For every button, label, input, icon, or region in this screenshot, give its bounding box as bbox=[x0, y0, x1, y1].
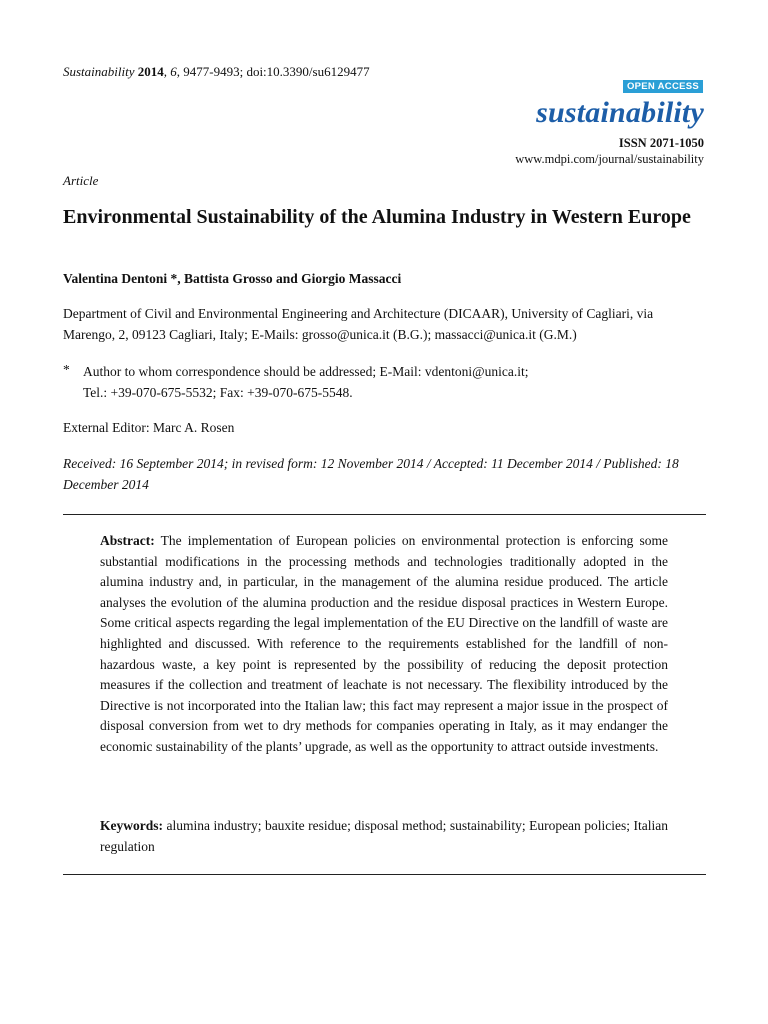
journal-url[interactable]: www.mdpi.com/journal/sustainability bbox=[515, 152, 704, 166]
citation-journal: Sustainability bbox=[63, 64, 135, 79]
citation-pages-doi: , 9477-9493; doi:10.3390/su6129477 bbox=[176, 64, 370, 79]
article-type: Article bbox=[63, 173, 99, 188]
author-list: Valentina Dentoni *, Battista Grosso and Giorgio Massacci bbox=[63, 271, 402, 286]
keywords-text: alumina industry; bauxite residue; disposal method; sustainability; European policies; Italian regulation bbox=[100, 818, 668, 854]
journal-name: sustainability bbox=[536, 96, 704, 129]
abstract-text: The implementation of European policies on environmental protection is enforcing some substantial modifications in the processing methods and technologies traditionally adopted in the alumina industry and, in particular, in the management of the alumina residue produced. The article analyses the evolution of the alumina production and the residue disposal practices in Western Europe. Some critical aspects regarding the legal implementation of the EU Directive on the landfill of waste are highlighted and discussed. With reference to the requirements established for the landfill of non-hazardous waste, a key point is represented by the possibility of reducing the deposit protection measures if the collection and treatment of leachate is not necessary. The flexibility introduced by the Directive is not incorporated into the Italian law; this fact may represent a major issue in the prospect of disposal conversion from wet to dry methods for companies operating in Italy, as it may endanger the economic sustainability of the plants’ upgrade, as well as the opportunity to attract outside investments. bbox=[100, 533, 668, 754]
affiliation: Department of Civil and Environmental Engineering and Architecture (DICAAR), University of Cagliari, via Marengo, 2, 09123 Cagliari, Italy; E-Mails: grosso@unica.it (B.G.); massacci@unica.it (G.M.) bbox=[63, 306, 654, 342]
paper-title: Environmental Sustainability of the Alumina Industry in Western Europe bbox=[63, 206, 691, 228]
top-divider bbox=[63, 514, 706, 515]
abstract-label: Abstract: bbox=[100, 533, 155, 548]
open-access-badge: OPEN ACCESS bbox=[623, 80, 703, 93]
keywords-block bbox=[100, 816, 668, 857]
publication-dates: Received: 16 September 2014; in revised form: 12 November 2014 / Accepted: 11 December 2014 / Published: 18 December 2014 bbox=[63, 456, 679, 492]
correspondence-note bbox=[83, 362, 703, 403]
keywords-label: Keywords: bbox=[100, 818, 163, 833]
citation-volume: 6 bbox=[170, 64, 177, 79]
citation-line: Sustainability 2014, 6, 9477-9493; doi:10.3390/su6129477 bbox=[63, 64, 370, 79]
citation-year: 2014 bbox=[137, 64, 164, 79]
correspondence-email: Author to whom correspondence should be addressed; E-Mail: vdentoni@unica.it; bbox=[83, 364, 529, 379]
correspondence-mark: * bbox=[63, 362, 70, 377]
bottom-divider bbox=[63, 874, 706, 875]
external-editor: External Editor: Marc A. Rosen bbox=[63, 420, 235, 435]
correspondence-phone: Tel.: +39-070-675-5532; Fax: +39-070-675-5548. bbox=[83, 384, 353, 400]
abstract-block bbox=[100, 531, 668, 758]
journal-issn: ISSN 2071-1050 bbox=[618, 136, 704, 150]
